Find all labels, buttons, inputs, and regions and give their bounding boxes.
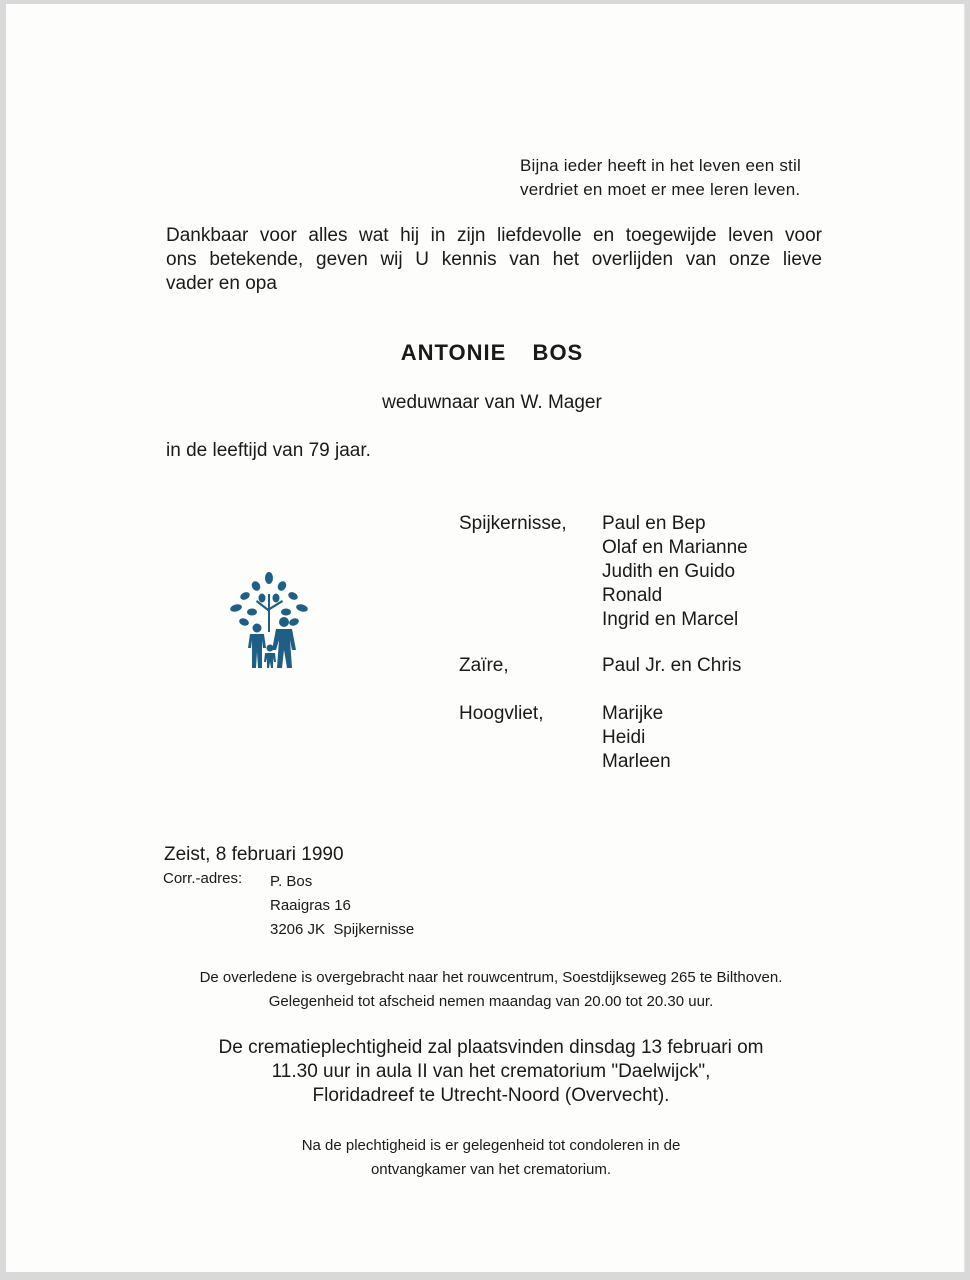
intro-paragraph [166,224,822,296]
family-names [602,654,741,678]
intro-line-3: vader en opa [166,273,277,294]
mourning-card [6,4,965,1272]
address-street: Raaigras 16 [270,897,351,914]
family-member: Judith en Guido [602,561,736,582]
family-place: Zaïre, [459,655,509,676]
condolence-line-1: Na de plechtigheid is er gelegenheid tot condoleren in de [301,1137,681,1154]
family-names [602,512,748,632]
poem-line-1: Bijna ieder heeft in het leven een stil [520,156,801,175]
cremation-line-1: De crematieplechtigheid zal plaatsvinden dinsdag 13 februari om [218,1037,764,1058]
deceased-name: ANTONIE BOS [400,340,584,365]
family-member: Paul en Bep [602,513,706,534]
cremation-line-2: 11.30 uur in aula II van het crematorium "Daelwijck", [271,1061,711,1082]
family-member: Ingrid en Marcel [602,609,739,630]
family-member: Heidi [602,727,646,748]
address-name: P. Bos [270,873,313,890]
condolence-notice [126,1134,856,1182]
family-tree-icon [226,572,312,672]
family-member: Marijke [602,703,664,724]
widower-line: weduwnaar van W. Mager [382,392,602,413]
correspondence-label: Corr.-adres: [163,870,243,887]
family-member: Marleen [602,751,671,772]
transfer-line-2: Gelegenheid tot afscheid nemen maandag van 20.00 tot 20.30 uur. [268,993,714,1010]
family-place: Hoogvliet, [459,703,544,724]
family-member: Ronald [602,585,663,606]
family-member: Paul Jr. en Chris [602,655,742,676]
condolence-line-2: ontvangkamer van het crematorium. [370,1161,612,1178]
age-line: in de leeftijd van 79 jaar. [166,440,371,461]
address-city: 3206 JK Spijkernisse [270,921,415,938]
intro-line-1: Dankbaar voor alles wat hij in zijn liefdevolle en toegewijde leven voor [166,225,822,246]
cremation-line-3: Floridadreef te Utrecht-Noord (Overvecht). [312,1085,670,1106]
family-place: Spijkernisse, [459,513,567,534]
family-member: Olaf en Marianne [602,537,748,558]
cremation-notice [126,1036,856,1108]
family-names [602,702,671,774]
poem [520,154,801,202]
transfer-notice [126,966,856,1014]
intro-line-2: ons betekende, geven wij U kennis van het overlijden van onze lieve [166,249,822,270]
transfer-line-1: De overledene is overgebracht naar het rouwcentrum, Soestdijkseweg 265 te Bilthoven. [199,969,783,986]
correspondence-address [270,870,414,942]
date-line: Zeist, 8 februari 1990 [164,844,344,865]
poem-line-2: verdriet en moet er mee leren leven. [520,180,801,199]
